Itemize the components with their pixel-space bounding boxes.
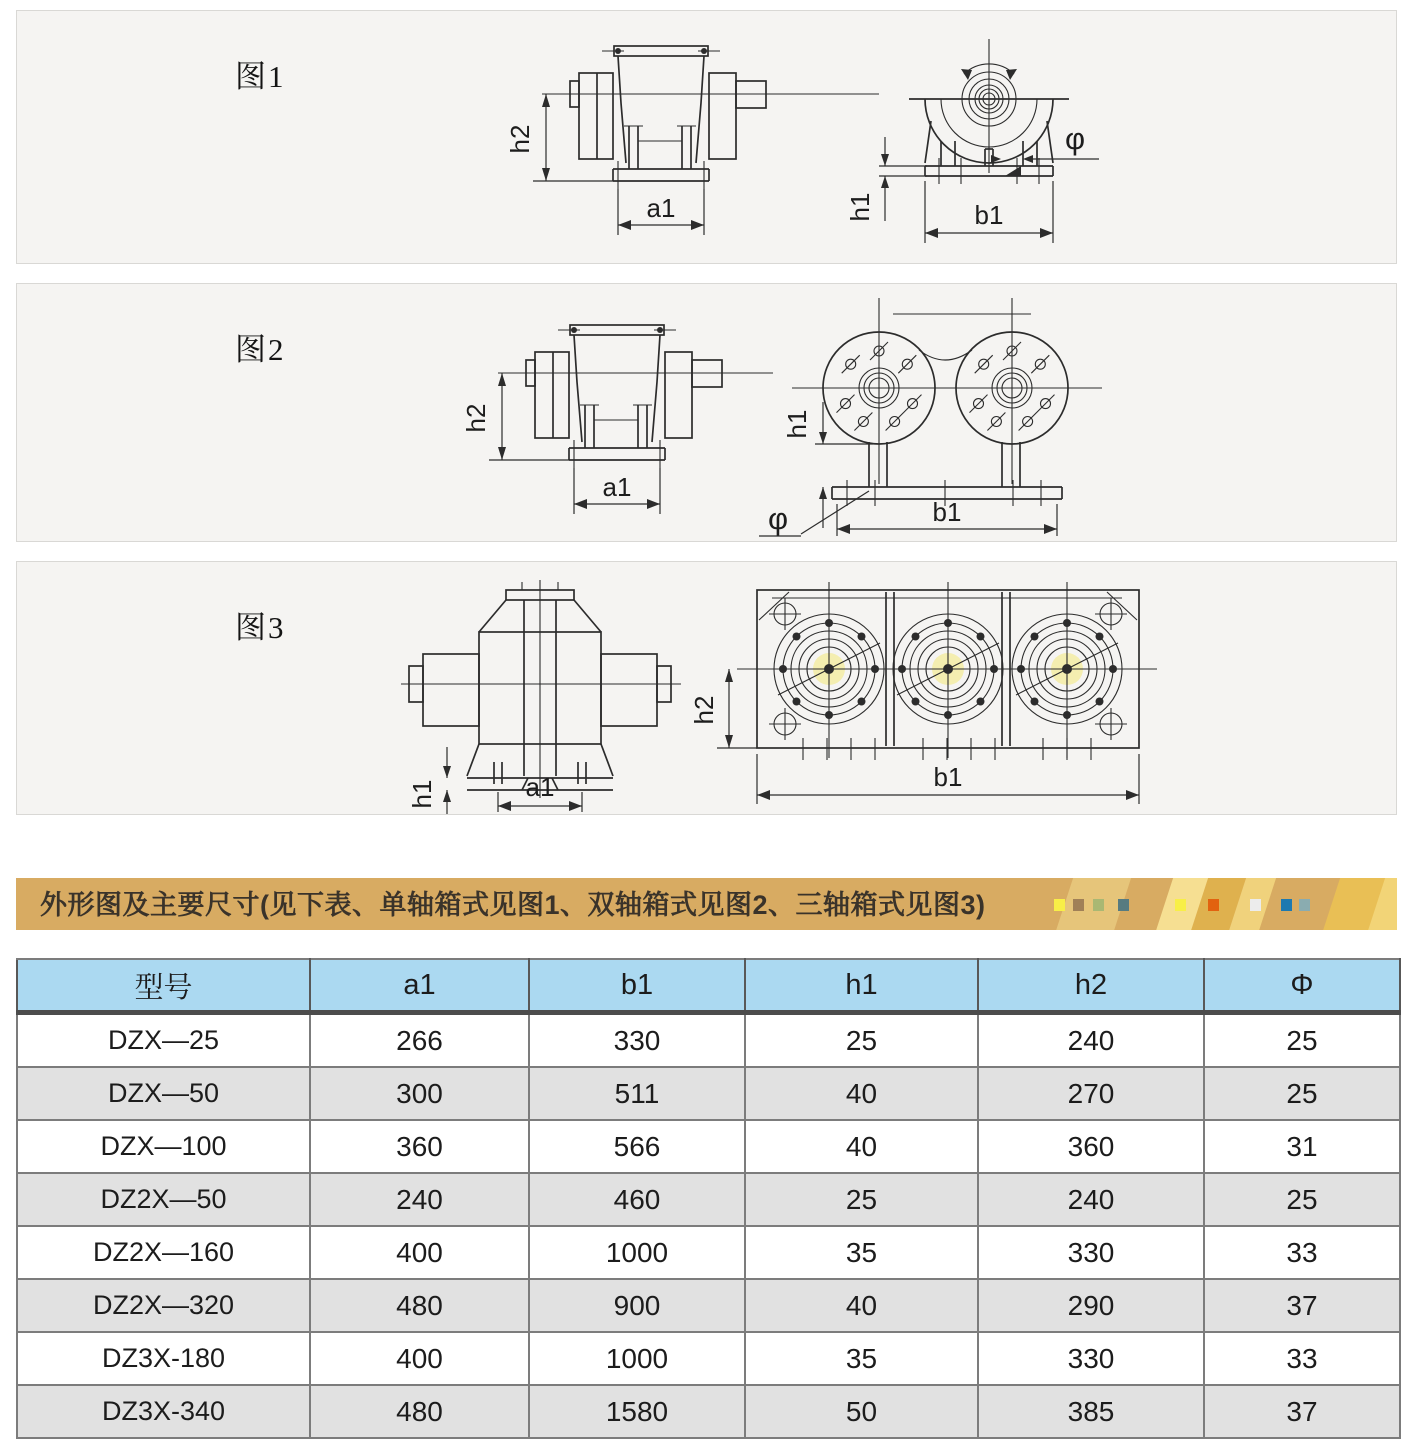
figure1-label: 图1 — [235, 59, 286, 94]
dim-label-a1: a1 — [525, 772, 555, 802]
figure-panel-2 — [16, 283, 1397, 542]
h1-cell: 40 — [745, 1279, 978, 1332]
dim-label-h2: h2 — [461, 403, 491, 433]
dim-label-a1: a1 — [646, 193, 676, 223]
a1-cell: 360 — [310, 1120, 529, 1173]
model-cell: DZX—100 — [17, 1120, 310, 1173]
table-row — [17, 1385, 1400, 1438]
color-chip — [1054, 899, 1065, 911]
table-row — [17, 1332, 1400, 1385]
h1-cell: 40 — [745, 1067, 978, 1120]
a1-cell: 266 — [310, 1013, 529, 1068]
dim-label-h2: h2 — [505, 124, 535, 154]
phi-cell: 25 — [1204, 1013, 1400, 1068]
phi-cell: 37 — [1204, 1385, 1400, 1438]
phi-cell: 33 — [1204, 1332, 1400, 1385]
a1-cell: 480 — [310, 1385, 529, 1438]
figure1-drawing — [17, 11, 1398, 265]
dim-label-phi: φ — [1064, 121, 1086, 156]
model-cell: DZ3X-180 — [17, 1332, 310, 1385]
model-cell: DZ2X—160 — [17, 1226, 310, 1279]
model-cell: DZ2X—320 — [17, 1279, 310, 1332]
b1-cell: 900 — [529, 1279, 745, 1332]
a1-cell: 480 — [310, 1279, 529, 1332]
b1-cell: 1000 — [529, 1332, 745, 1385]
model-cell: DZX—50 — [17, 1067, 310, 1120]
b1-cell: 460 — [529, 1173, 745, 1226]
dim-label-h1: h1 — [845, 192, 875, 222]
b1-cell: 1580 — [529, 1385, 745, 1438]
dim-label-b1: b1 — [933, 762, 963, 792]
dim-label-h1: h1 — [782, 409, 812, 439]
a1-cell: 300 — [310, 1067, 529, 1120]
figure-panel-3 — [16, 561, 1397, 815]
b1-cell: 330 — [529, 1013, 745, 1068]
color-chip — [1118, 899, 1129, 911]
h2-cell: 240 — [978, 1013, 1204, 1068]
col-header-h2: h2 — [978, 959, 1204, 1013]
color-chip — [1281, 899, 1292, 911]
h1-cell: 25 — [745, 1013, 978, 1068]
col-header-h1: h1 — [745, 959, 978, 1013]
h1-cell: 35 — [745, 1332, 978, 1385]
col-header-model: 型号 — [17, 959, 310, 1013]
phi-cell: 37 — [1204, 1279, 1400, 1332]
model-cell: DZ2X—50 — [17, 1173, 310, 1226]
model-cell: DZX—25 — [17, 1013, 310, 1068]
h2-cell: 330 — [978, 1226, 1204, 1279]
figure2-label: 图2 — [235, 332, 286, 367]
figure3-drawing — [17, 562, 1398, 816]
col-header-a1: a1 — [310, 959, 529, 1013]
b1-cell: 511 — [529, 1067, 745, 1120]
b1-cell: 1000 — [529, 1226, 745, 1279]
figure3-label: 图3 — [235, 610, 286, 645]
table-row — [17, 1120, 1400, 1173]
dim-label-b1: b1 — [974, 200, 1004, 230]
phi-cell: 25 — [1204, 1067, 1400, 1120]
phi-cell: 31 — [1204, 1120, 1400, 1173]
section-header-text: 外形图及主要尺寸(见下表、单轴箱式见图1、双轴箱式见图2、三轴箱式见图3) — [40, 890, 986, 920]
phi-cell: 25 — [1204, 1173, 1400, 1226]
table-row — [17, 1067, 1400, 1120]
h2-cell: 270 — [978, 1067, 1204, 1120]
section-header-bar — [16, 878, 1397, 930]
table-row — [17, 1173, 1400, 1226]
h2-cell: 240 — [978, 1173, 1204, 1226]
color-chip — [1073, 899, 1084, 911]
a1-cell: 240 — [310, 1173, 529, 1226]
dim-label-a1: a1 — [602, 472, 632, 502]
color-chip — [1175, 899, 1186, 911]
color-chip — [1250, 899, 1261, 911]
table-row — [17, 1226, 1400, 1279]
figure2-drawing — [17, 284, 1398, 543]
b1-cell: 566 — [529, 1120, 745, 1173]
a1-cell: 400 — [310, 1226, 529, 1279]
h2-cell: 360 — [978, 1120, 1204, 1173]
h1-cell: 35 — [745, 1226, 978, 1279]
phi-cell: 33 — [1204, 1226, 1400, 1279]
a1-cell: 400 — [310, 1332, 529, 1385]
color-chip — [1299, 899, 1310, 911]
model-cell: DZ3X-340 — [17, 1385, 310, 1438]
color-chip — [1208, 899, 1219, 911]
col-header-phi: Φ — [1204, 959, 1400, 1013]
color-chip — [1093, 899, 1104, 911]
dim-label-h1: h1 — [407, 779, 437, 809]
h1-cell: 25 — [745, 1173, 978, 1226]
h1-cell: 50 — [745, 1385, 978, 1438]
dim-label-h2: h2 — [689, 695, 719, 725]
header-decoration — [1036, 878, 1397, 930]
dim-label-b1: b1 — [932, 497, 962, 527]
h2-cell: 385 — [978, 1385, 1204, 1438]
figure-panel-1 — [16, 10, 1397, 264]
dimensions-table — [16, 958, 1401, 1439]
h1-cell: 40 — [745, 1120, 978, 1173]
table-header-row — [17, 959, 1400, 1013]
dim-label-phi: φ — [767, 501, 789, 536]
table-row — [17, 1279, 1400, 1332]
h2-cell: 330 — [978, 1332, 1204, 1385]
h2-cell: 290 — [978, 1279, 1204, 1332]
col-header-b1: b1 — [529, 959, 745, 1013]
table-row — [17, 1013, 1400, 1068]
